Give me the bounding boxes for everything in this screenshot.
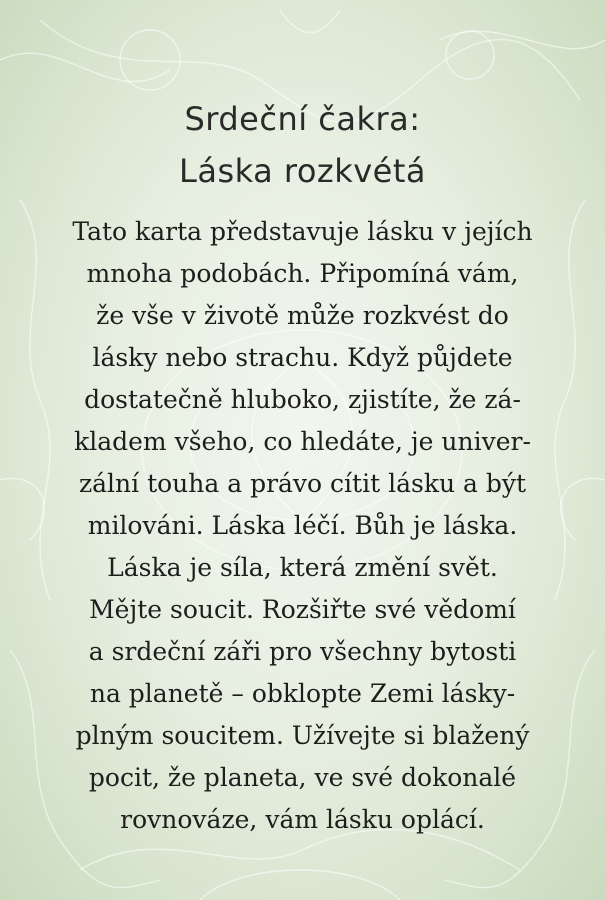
- card-title-line-1: Srdeční čakra:: [184, 100, 421, 138]
- body-line: a srdeční záři pro všechny bytosti: [88, 637, 517, 666]
- body-line: Láska je síla, která změní svět.: [107, 553, 498, 582]
- body-line: kladem všeho, co hledáte, je univer-: [74, 427, 531, 456]
- body-line: pocit, že planeta, ve své dokonalé: [88, 763, 517, 792]
- body-line: milováni. Láska léčí. Bůh je láska.: [87, 511, 518, 540]
- body-line: Mějte soucit. Rozšiřte své vědomí: [89, 595, 516, 624]
- card-title-line-2: Láska rozkvétá: [179, 152, 426, 190]
- body-line: plným soucitem. Užívejte si blažený: [75, 721, 530, 750]
- card-body-text: [40, 211, 565, 841]
- body-line: dostatečně hluboko, zjistíte, že zá-: [84, 385, 521, 414]
- body-line: Tato karta představuje lásku v jejích: [72, 217, 533, 246]
- body-line: mnoha podobách. Připomíná vám,: [86, 259, 519, 288]
- body-line: rovnováze, vám lásku oplácí.: [120, 805, 485, 834]
- body-line: zální touha a právo cítit lásku a být: [78, 469, 527, 498]
- body-line: že vše v životě může rozkvést do: [96, 301, 509, 330]
- body-line: lásky nebo strachu. Když půjdete: [92, 343, 513, 372]
- body-line: na planetě – obklopte Zemi lásky-: [89, 679, 516, 708]
